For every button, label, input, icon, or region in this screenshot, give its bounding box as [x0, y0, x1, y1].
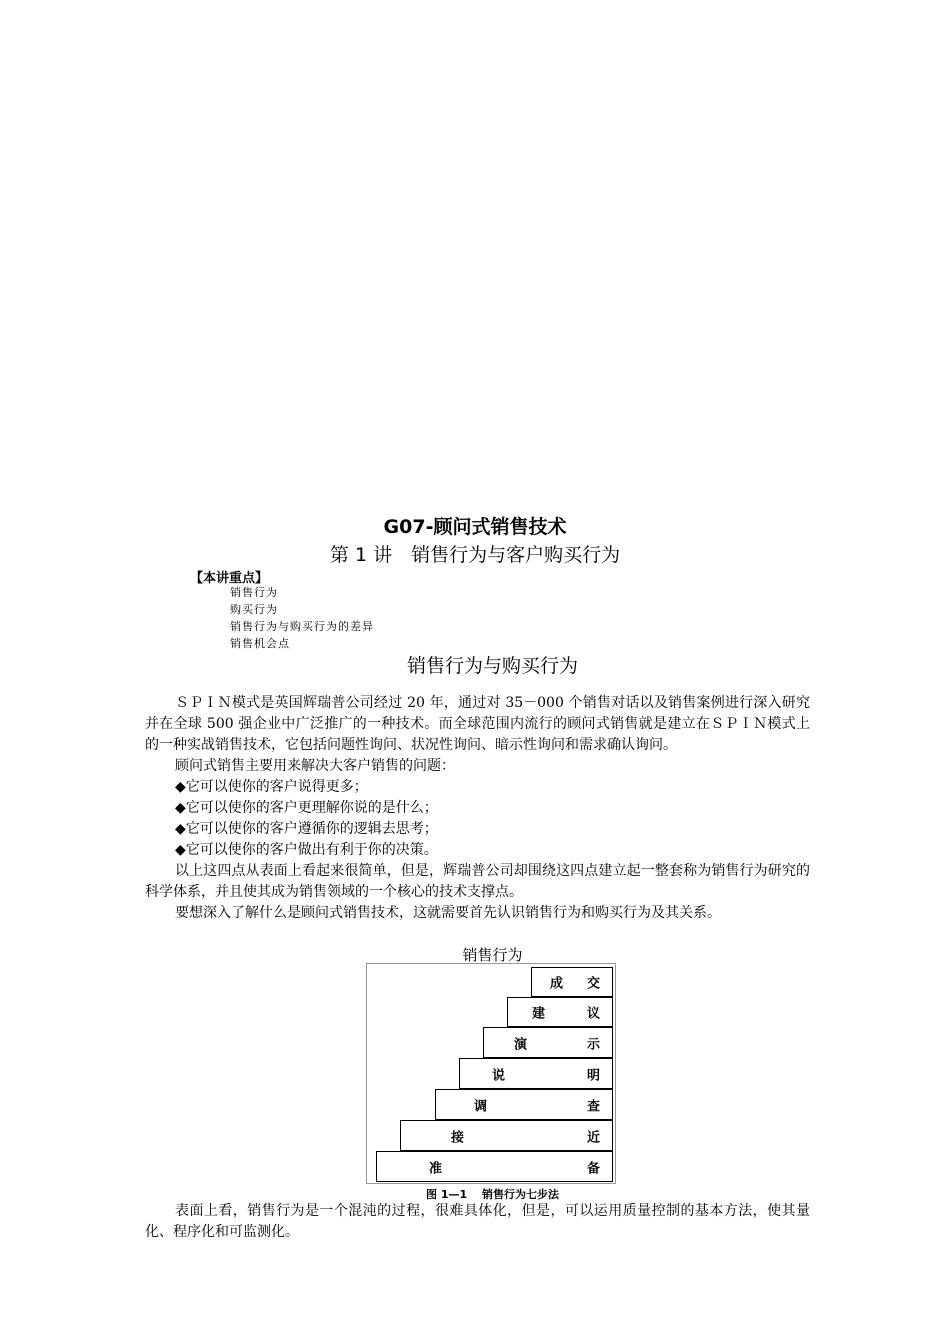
- staircase-figure: [366, 963, 616, 1184]
- key-points-list: [230, 584, 374, 652]
- figure-caption: 图 1—1 销售行为七步法: [426, 1188, 559, 1201]
- body-text-after-figure: [145, 1201, 810, 1243]
- step-label-left: 建: [532, 1006, 546, 1022]
- step-label-right: 明: [586, 1068, 600, 1083]
- step-prepare: [376, 1151, 613, 1182]
- step-demonstrate: [483, 1027, 613, 1058]
- paragraph: ＳＰＩＮ模式是英国辉瑞普公司经过 20 年，通过对 35－000 个销售对话以及销售案例进行深入研究并在全球 500 强企业中广泛推广的一种技术。而全球范围内流行的顾问式销售就是建立在ＳＰＩＮ模式上的一种实战销售技术，它包括问题性询问、状况性询问、暗示性询问和需求确认询问。: [145, 695, 810, 753]
- step-label-right: 查: [586, 1099, 600, 1114]
- key-point-item: 销售行为与购买行为的差异: [230, 620, 374, 633]
- step-label-right: 示: [586, 1037, 600, 1052]
- step-label-right: 交: [586, 976, 600, 992]
- step-label-right: 议: [586, 1006, 600, 1022]
- step-label-left: 调: [474, 1099, 488, 1114]
- key-point-item: 购买行为: [230, 603, 278, 616]
- lecture-title: 第 1 讲 销售行为与客户购买行为: [329, 544, 621, 566]
- bullet-item: ◆它可以使你的客户说得更多；: [175, 779, 368, 795]
- step-proposal: [507, 997, 613, 1027]
- bullet-item: ◆它可以使你的客户遵循你的逻辑去思考；: [175, 821, 438, 837]
- paragraph: 表面上看，销售行为是一个混沌的过程，很难具体化，但是，可以运用质量控制的基本方法，使其量化、程序化和可监测化。: [145, 1203, 810, 1240]
- step-label-left: 成: [550, 976, 564, 992]
- step-label-left: 说: [492, 1068, 506, 1083]
- step-label-right: 备: [586, 1161, 600, 1176]
- step-approach: [400, 1120, 613, 1151]
- key-point-item: 销售机会点: [230, 637, 290, 650]
- key-points-heading: 【本讲重点】: [190, 571, 269, 586]
- key-point-item: 销售行为: [230, 586, 278, 599]
- step-label-right: 近: [586, 1130, 600, 1145]
- paragraph: 要想深入了解什么是顾问式销售技术，这就需要首先认识销售行为和购买行为及其关系。: [175, 905, 721, 921]
- body-text: [145, 693, 810, 924]
- section-title: 销售行为与购买行为: [406, 655, 578, 677]
- figure-title: 销售行为: [462, 946, 523, 964]
- step-label-left: 演: [514, 1037, 528, 1052]
- bullet-item: ◆它可以使你的客户做出有利于你的决策。: [175, 842, 438, 858]
- step-explain: [459, 1058, 613, 1089]
- step-label-left: 准: [429, 1161, 443, 1176]
- step-close: [531, 967, 613, 997]
- step-investigate: [435, 1089, 613, 1120]
- step-label-left: 接: [451, 1130, 465, 1145]
- bullet-item: ◆它可以使你的客户更理解你说的是什么；: [175, 800, 438, 816]
- paragraph: 顾问式销售主要用来解决大客户销售的问题：: [175, 758, 455, 774]
- paragraph: 以上这四点从表面上看起来很简单，但是，辉瑞普公司却围绕这四点建立起一整套称为销售行为研究的科学体系，并且使其成为销售领域的一个核心的技术支撑点。: [145, 863, 810, 900]
- course-title: G07-顾问式销售技术: [383, 516, 567, 538]
